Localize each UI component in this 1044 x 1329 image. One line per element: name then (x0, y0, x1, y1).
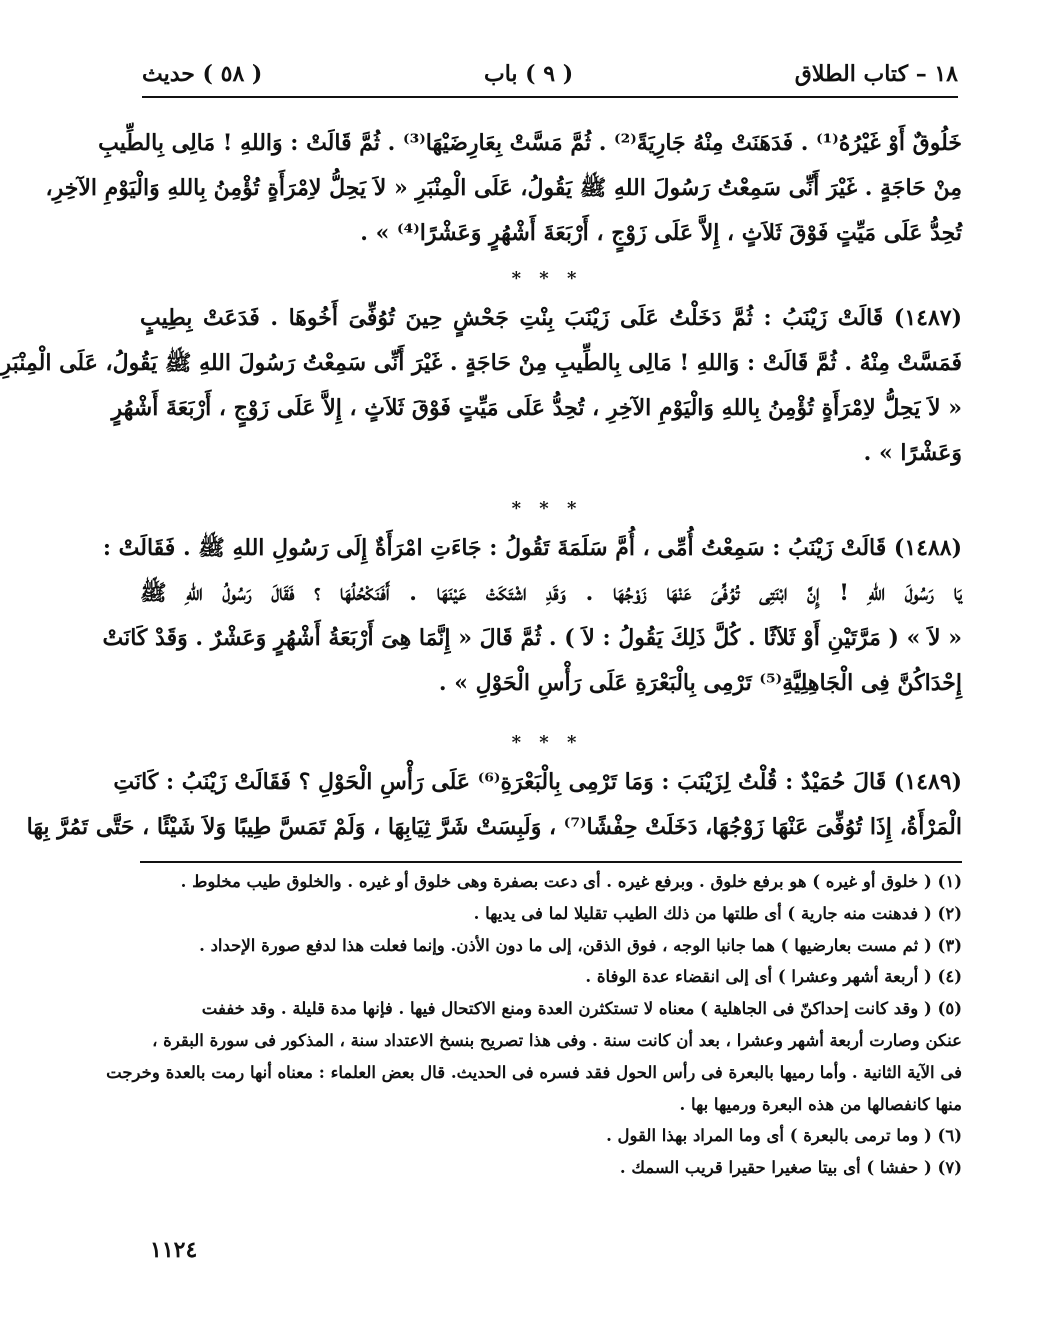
chapter-label: ( ٩ ) باب (483, 61, 574, 87)
footnotes (106, 866, 962, 1184)
text-line: (١٤٨٩) قَالَ حُمَيْدٌ : قُلْتُ لِزَيْنَبَ : وَمَا تَرْمِى بِالْبَعْرَةِ⁽⁶⁾ عَلَى رَأْسِ الْحَوْلِ ؟ فَقَالَتْ زَيْنَبُ : كَانَتِ (113, 769, 962, 795)
book-title: ١٨ – كتاب الطلاق (794, 61, 958, 87)
text-line: « لاَ » ( مَرَّتَيْنِ أَوْ ثَلاَثًا . كُلَّ ذَلِكَ يَقُولُ : لاَ ) . ثُمَّ قَالَ « إِنَّمَا هِىَ أَرْبَعَةُ أَشْهُرٍ وَعَشْرٌ . وَقَدْ كَانَتْ (102, 625, 962, 651)
footnote-line: (٧) ( حفشا ) أى بيتا صغيرا حقيرا قريب السمك . (619, 1158, 962, 1178)
text-line: إِحْدَاكُنَّ فِى الْجَاهِلِيَّةِ⁽⁵⁾ تَرْمِى بِالْبَعْرَةِ عَلَى رَأْسِ الْحَوْلِ » . (438, 670, 962, 696)
section-separator: * * * (511, 732, 583, 753)
hadith-number: ( ٥٨ ) حديث (142, 61, 263, 87)
footnote-line: (٣) ( ثم مست بعارضيها ) هما جانبا الوجه ، فوق الذقن، إلى ما دون الأذن. وإنما فعلت هذا لدفع صورة الإحداد . (199, 935, 962, 955)
text-line: يَا رَسُولَ اللهِ ! إِنَّ ابْنَتِى تُوُفِّىَ عَنْهَا زَوْجُهَا . وَقَدِ اشْتَكَتْ عَيْنَهَا . أَفَنَكْحُلُهَا ؟ فَقَالَ رَسُولُ اللهِ ﷺ (140, 580, 962, 606)
footnote-line: عنكن وصارت أربعة أشهر وعشرا ، بعد أن كانت سنة . وفى هذا تصريح بنسخ الاعتداد سنة ، المذكور فى سورة البقرة ، (152, 1030, 962, 1050)
footnote-line: منها كانفصالها من هذه البعرة ورميها بها . (679, 1094, 962, 1114)
footnote-line: (٤) ( أربعة أشهر وعشرا ) أى إلى انقضاء عدة الوفاة . (585, 967, 962, 987)
page-number: ١١٢٤ (150, 1237, 198, 1263)
page-header (142, 54, 958, 94)
text-line: (١٤٨٨) قَالَتْ زَيْنَبُ : سَمِعْتُ أُمِّى ، أُمَّ سَلَمَةَ تَقُولُ : جَاءَتِ امْرَأَةٌ إِلَى رَسُولِ اللهِ ﷺ . فَقَالَتْ : (102, 535, 962, 561)
text-line: فَمَسَّتْ مِنْهُ . ثُمَّ قَالَتْ : وَاللهِ ! مَالِى بِالطِّيبِ مِنْ حَاجَةٍ . غَيْرَ أَنِّى سَمِعْتُ رَسُولَ اللهِ ﷺ يَقُولُ، عَلَى الْمِنْبَرِ (0, 350, 962, 376)
text-line: مِنْ حَاجَةٍ . غَيْرَ أَنِّى سَمِعْتُ رَسُولَ اللهِ ﷺ يَقُولُ، عَلَى الْمِنْبَرِ « لاَ يَحِلُّ لاِمْرَأَةٍ تُؤْمِنُ بِاللهِ وَالْيَوْمِ الآخِرِ، (45, 175, 962, 201)
section-separator: * * * (511, 268, 583, 289)
text-line: تُحِدُّ عَلَى مَيِّتٍ فَوْقَ ثَلاَثٍ ، إِلاَّ عَلَى زَوْجٍ ، أَرْبَعَةَ أَشْهُرٍ وَعَشْرًا⁽⁴⁾ » . (360, 220, 962, 246)
text-line: الْمَرْأَةُ، إِذَا تُوُفِّىَ عَنْهَا زَوْجُهَا، دَخَلَتْ حِفْشًا⁽⁷⁾ ، وَلَبِسَتْ شَرَّ ثِيَابِهَا ، وَلَمْ تَمَسَّ طِيبًا وَلاَ شَيْئًا ، حَتَّى تَمُرَّ بِهَا (26, 814, 962, 840)
section-separator: * * * (511, 498, 583, 519)
footnote-line: (٥) ( وقد كانت إحداكنّ فى الجاهلية ) معناه لا تستكثرن العدة ومنع الاكتحال فيها . فإنها مدة قليلة . وقد خففت (201, 999, 962, 1019)
footnote-rule (140, 861, 962, 863)
hadith-block-1489 (26, 760, 962, 850)
text-line: وَعَشْرًا » . (863, 440, 962, 466)
text-line: خَلُوقٌ أَوْ غَيْرُهُ⁽¹⁾ . فَدَهَنَتْ مِنْهُ جَارِيَةً⁽²⁾ . ثُمَّ مَسَّتْ بِعَارِضَيْهَا⁽³⁾ . ثُمَّ قَالَتْ : وَاللهِ ! مَالِى بِالطِّيبِ (98, 130, 962, 156)
footnote-line: فى الآية الثانية . وأما رميها بالبعرة فى رأس الحول فقد فسره فى الحديث. قال بعض العلماء : معناه أنها رمت بالعدة وخرجت (106, 1062, 962, 1082)
footnote-line: (١) ( خلوق أو غيره ) هو برفع خلوق . وبرفع غيره . أى دعت بصفرة وهى خلوق أو غيره . والخلوق طيب مخلوط . (180, 872, 962, 891)
hadith-block-1487 (0, 296, 963, 476)
footnote-line: (٢) ( فدهنت منه جارية ) أى طلتها من ذلك الطيب تقليلا لما فى يديها . (473, 903, 962, 923)
hadith-block-continuation (45, 121, 962, 256)
text-line: (١٤٨٧) قَالَتْ زَيْنَبُ : ثُمَّ دَخَلْتُ عَلَى زَيْنَبَ بِنْتِ جَحْشٍ حِينَ تُوُفِّىَ أَخُوهَا . فَدَعَتْ بِطِيبٍ (140, 305, 963, 331)
text-line: « لاَ يَحِلُّ لاِمْرَأَةٍ تُؤْمِنُ بِاللهِ وَالْيَوْمِ الآخِرِ ، تُحِدُّ عَلَى مَيِّتٍ فَوْقَ ثَلاَثٍ ، إِلاَّ عَلَى زَوْجٍ ، أَرْبَعَةَ أَشْهُرٍ (111, 395, 962, 421)
header-rule (142, 96, 958, 98)
hadith-block-1488 (102, 526, 962, 706)
footnote-line: (٦) ( وما ترمى بالبعرة ) أى وما المراد بهذا القول . (606, 1126, 962, 1146)
